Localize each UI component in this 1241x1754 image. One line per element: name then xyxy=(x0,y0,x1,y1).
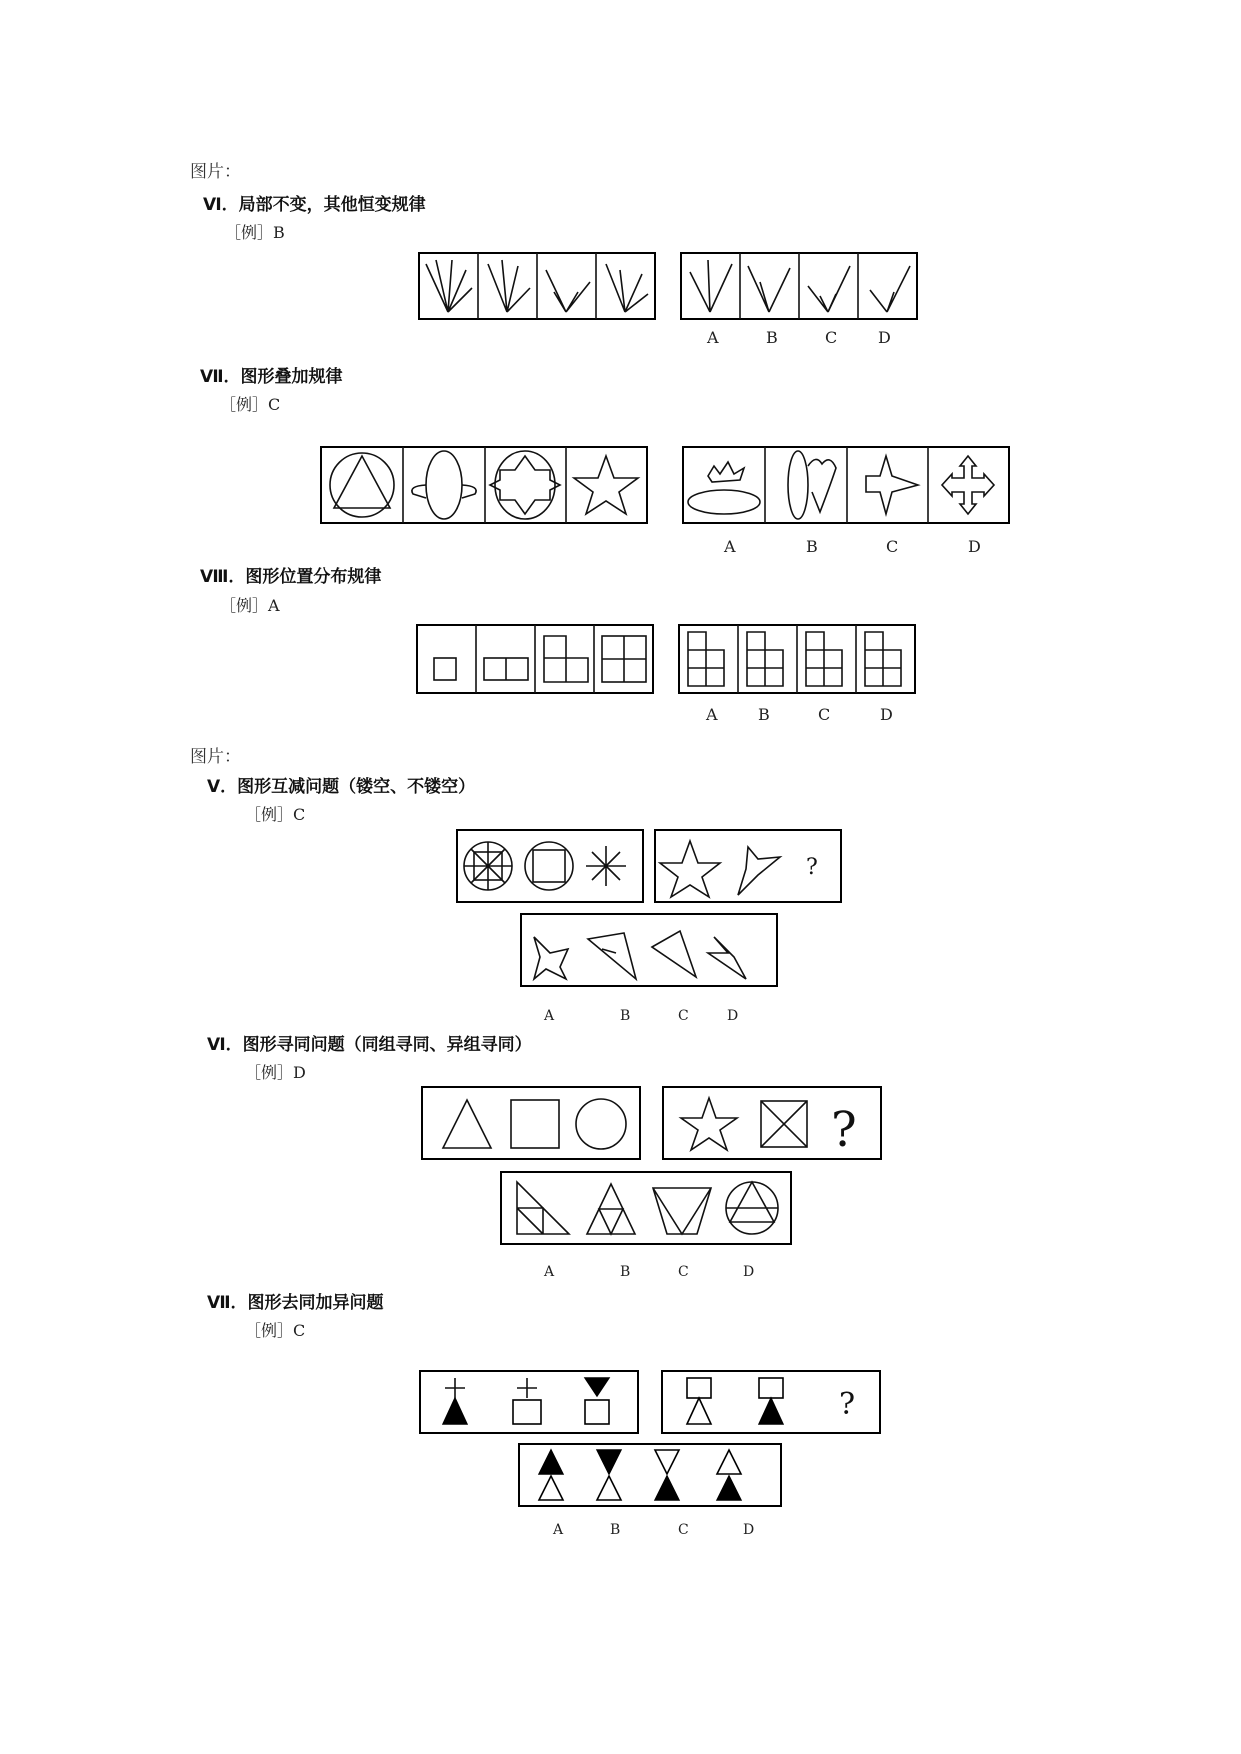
figure-superposition xyxy=(320,446,1010,536)
option-label: A xyxy=(553,1522,564,1538)
option-label: B xyxy=(620,1008,631,1024)
section-heading: Ⅶ．图形叠加规律 xyxy=(200,367,343,387)
option-label: C xyxy=(825,328,838,347)
option-label: B xyxy=(610,1522,621,1538)
example-answer: ［例］C xyxy=(245,1321,306,1340)
option-label: B xyxy=(766,328,778,347)
option-label: D xyxy=(968,537,981,556)
question-mark: ? xyxy=(839,1387,856,1422)
example-answer: ［例］A xyxy=(220,596,280,615)
figure-local-constant xyxy=(418,252,918,352)
section-heading: Ⅵ．局部不变，其他恒变规律 xyxy=(203,195,426,215)
option-label: A xyxy=(544,1264,555,1280)
option-label: C xyxy=(678,1522,689,1538)
option-label: C xyxy=(678,1008,689,1024)
option-label: B xyxy=(620,1264,631,1280)
example-answer: ［例］B xyxy=(225,223,285,242)
option-label: A xyxy=(706,705,718,724)
figure-subtraction xyxy=(456,829,846,989)
section-heading: Ⅷ．图形位置分布规律 xyxy=(200,567,382,587)
option-label: D xyxy=(727,1008,739,1024)
option-label: C xyxy=(818,705,831,724)
example-answer: ［例］C xyxy=(220,395,281,414)
example-answer: ［例］D xyxy=(245,1063,306,1082)
option-label: D xyxy=(743,1264,755,1280)
option-label: A xyxy=(724,537,736,556)
option-label: D xyxy=(880,705,893,724)
image-caption: 图片： xyxy=(190,747,241,767)
image-caption: 图片： xyxy=(190,162,241,182)
figure-remove-same-add-different xyxy=(419,1370,889,1510)
option-label: B xyxy=(758,705,770,724)
option-label: B xyxy=(806,537,818,556)
figure-position-distribution xyxy=(416,624,916,704)
option-label: C xyxy=(886,537,899,556)
option-label: A xyxy=(544,1008,555,1024)
option-label: D xyxy=(743,1522,755,1538)
question-mark: ? xyxy=(831,1102,857,1158)
example-answer: ［例］C xyxy=(245,805,306,824)
section-heading: Ⅵ．图形寻同问题（同组寻同、异组寻同） xyxy=(207,1035,532,1055)
option-label: D xyxy=(878,328,891,347)
question-mark: ? xyxy=(806,855,818,880)
section-heading: Ⅴ．图形互减问题（镂空、不镂空） xyxy=(207,777,476,797)
option-label: C xyxy=(678,1264,689,1280)
figure-find-same xyxy=(421,1086,891,1246)
option-label: A xyxy=(707,328,719,347)
section-heading: Ⅶ．图形去同加异问题 xyxy=(207,1293,384,1313)
